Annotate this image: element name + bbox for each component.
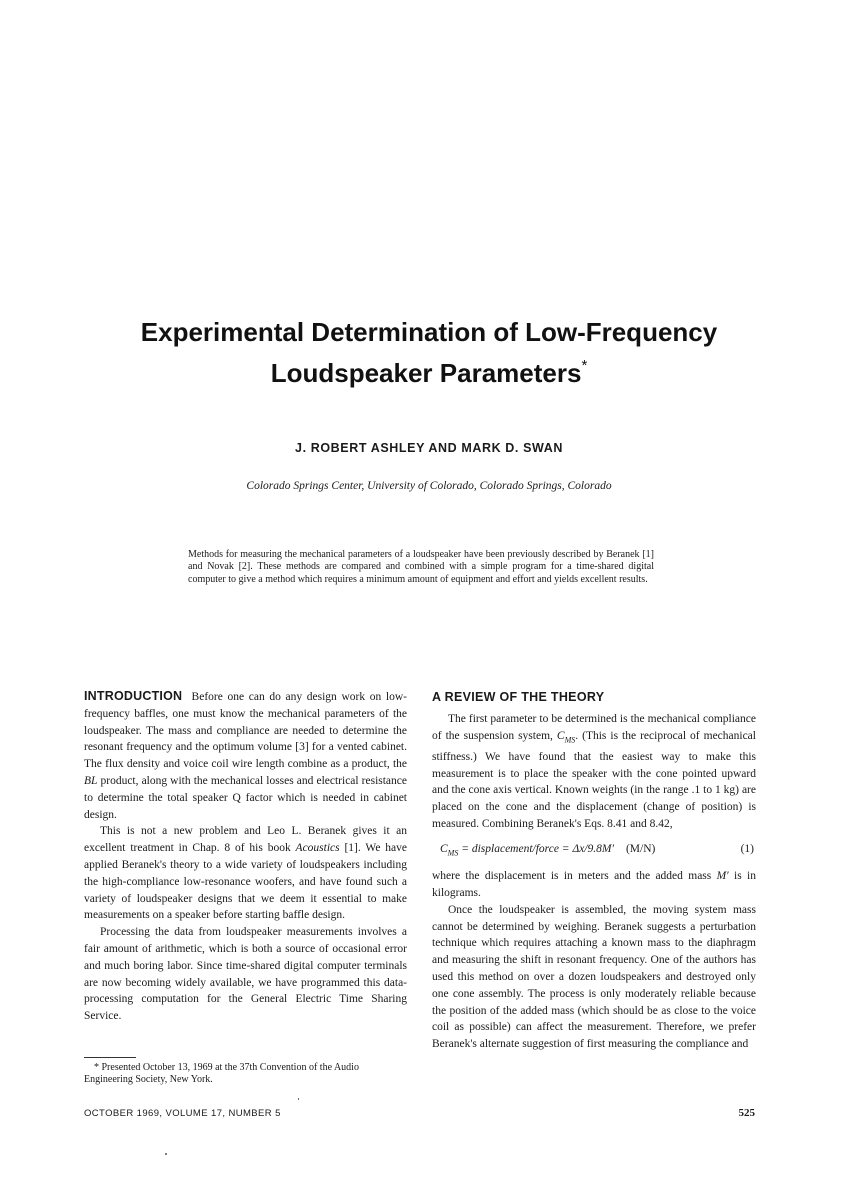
title-line-1: Experimental Determination of Low-Frequency xyxy=(140,317,718,347)
intro-p2-start: This is not a new problem and Leo L. Beranek gives it an excellent treatment in Chap. 8 of his book xyxy=(84,825,407,855)
introduction-heading: INTRODUCTION xyxy=(84,689,183,703)
review-paragraph-1 xyxy=(432,711,756,833)
review-p1-end: . (This is the reciprocal of mechanical stiffness.) We have found that the easiest way to make this measurement is to place the speaker with the cone pointed upward and the cone axis vertical. Known weights (in the range .1 to 1 kg) are placed on the cone and the displacement (change of position) is measured. Combining Beranek's Eqs. 8.41 and 8.42, xyxy=(432,729,756,831)
introduction-paragraph-2 xyxy=(84,823,407,924)
page-number: 525 xyxy=(738,1107,755,1119)
equation-lhs: C xyxy=(440,842,448,855)
scan-speck xyxy=(165,1153,167,1155)
introduction-paragraph-1 xyxy=(84,688,407,823)
equation-rhs: = displacement/force = Δx/9.8M′ xyxy=(461,842,614,855)
equation-units: (M/N) xyxy=(625,842,656,855)
intro-p1-end: product, along with the mechanical losses and electrical resistance to determine the total speaker Q factor which is needed in cabinet design. xyxy=(84,774,407,821)
review-p2-start: where the displacement is in meters and the added mass xyxy=(432,870,717,883)
equation-body xyxy=(440,841,655,861)
review-heading: A REVIEW OF THE THEORY xyxy=(432,690,605,704)
right-column xyxy=(432,688,756,1053)
intro-bl-term: BL xyxy=(84,774,98,787)
author-affiliation: Colorado Springs Center, University of Colorado, Colorado Springs, Colorado xyxy=(246,480,612,492)
review-paragraph-2 xyxy=(432,868,756,902)
introduction-paragraph-3: Processing the data from loudspeaker measurements involves a fair amount of arithmetic, which is both a source of occasional error and much boring labor. Since time-shared digital computer terminals are now becoming widely available, we have programmed this data-processing computation for the General Electric Time Sharing Service. xyxy=(84,926,407,1023)
intro-book-title: Acoustics xyxy=(295,842,340,855)
scan-speck xyxy=(298,1098,299,1100)
compliance-subscript: MS xyxy=(564,735,576,745)
review-paragraph-3: Once the loudspeaker is assembled, the moving system mass cannot be determined by weighing. Beranek suggests a perturbation technique which requires attaching a known mass to the diaphragm and measuring the shift in resonant frequency. One of the authors has used this method on over a dozen loudspeakers and destroyed only one cone assembly. The process is only moderately reliable because the position of the added mass (which should be as close to the voice coil as possible) can affect the measurement. Therefore, we prefer Beranek's alternate suggestion of first measuring the compliance and xyxy=(432,903,756,1051)
footnote-divider xyxy=(84,1057,136,1058)
left-column xyxy=(84,688,407,1025)
review-p2-end: is in kilograms. xyxy=(432,870,756,899)
title-line-2 xyxy=(60,349,798,390)
abstract: Methods for measuring the mechanical parameters of a loudspeaker have been previously described by Beranek [1] and Novak [2]. These methods are compared and combined with a simple program for a time-shared digital computer to give a method which requires a minimum amount of equipment and effort and yields excellent results. xyxy=(188,549,654,585)
title-line-2-text: Loudspeaker Parameters xyxy=(270,358,582,388)
title-footnote-marker: * xyxy=(581,357,588,374)
review-p1-start: The first parameter to be determined is the mechanical compliance of the suspension system, xyxy=(432,713,756,742)
journal-issue-footer: OCTOBER 1969, VOLUME 17, NUMBER 5 xyxy=(84,1108,281,1119)
added-mass-symbol: M′ xyxy=(716,870,729,883)
equation-1 xyxy=(432,841,756,861)
intro-p1-start: Before one can do any design work on low-frequency baffles, one must know the mechanical parameters of the loudspeaker. The mass and compliance are needed to determine the resonant frequency and the optimum volume [3] for a vented cabinet. The flux density and voice coil wire length combine as a product, the xyxy=(84,691,407,771)
intro-p2-end: [1]. We have applied Beranek's theory to a wide variety of loudspeakers including the high-compliance low-resonance woofers, and have found such a variety of loudspeaker designs that we deem it essential to make measurements on a speaker before starting baffle design. xyxy=(84,842,407,922)
footnote: * Presented October 13, 1969 at the 37th Convention of the Audio Engineering Society, New York. xyxy=(84,1062,359,1085)
equation-lhs-subscript: MS xyxy=(447,848,459,858)
paper-title xyxy=(60,316,798,390)
equation-number: (1) xyxy=(740,842,754,855)
compliance-symbol: C xyxy=(556,729,565,742)
author-list: J. ROBERT ASHLEY AND MARK D. SWAN xyxy=(295,441,563,455)
